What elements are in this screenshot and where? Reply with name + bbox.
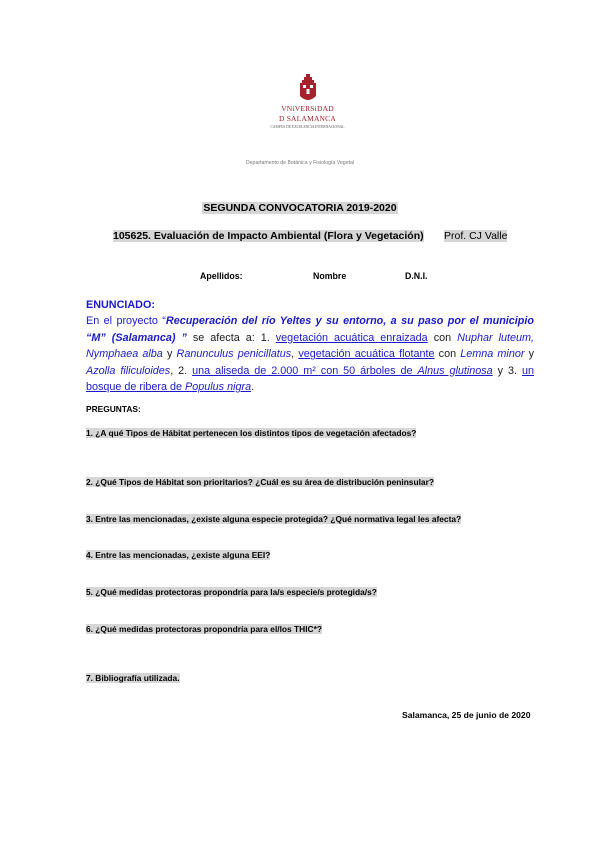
statement-text: , — [291, 348, 299, 361]
question-4: 4. Entre las mencionadas, ¿existe alguna EEI? — [86, 550, 271, 560]
statement-text: , 2. — [170, 364, 193, 377]
statement-text: se afecta a: 1. — [186, 331, 276, 344]
statement-text: y — [524, 348, 535, 361]
species-name: Ranunculus penicillatus — [176, 348, 292, 361]
species-name: Nuphar luteum, Nymphaea alba — [86, 331, 534, 361]
question-5: 5. ¿Qué medidas protectoras propondría para la/s especie/s protegida/s? — [86, 587, 377, 597]
university-crest-icon — [296, 74, 320, 104]
dni-label: D.N.I. — [405, 271, 428, 281]
convocatoria-text: SEGUNDA CONVOCATORIA 2019-2020 — [203, 202, 397, 214]
convocatoria-title — [0, 202, 600, 214]
statement-text: En el proyecto “ — [86, 315, 166, 328]
project-name: Recuperación del río Yeltes y su entorno, a su paso por el municipio “M” (Salamanca) ” — [86, 315, 535, 344]
statement-body — [86, 313, 534, 395]
question-6: 6. ¿Qué medidas protectoras propondría para el/los THIC*? — [86, 624, 322, 634]
date-signoff: Salamanca, 25 de junio de 2020 — [402, 710, 531, 720]
name-label: Nombre — [313, 271, 347, 281]
department-name: Departamento de Botánica y Fisiología Vegetal — [245, 160, 355, 166]
statement-text: . — [251, 381, 255, 394]
species-name: Azolla filiculoides — [86, 364, 171, 377]
species-name: Lemna minor — [460, 348, 525, 361]
university-logo — [270, 74, 345, 134]
professor-name: Prof. CJ Valle — [444, 230, 508, 242]
statement-heading: ENUNCIADO: — [86, 299, 155, 311]
question-7: 7. Bibliografía utilizada. — [86, 673, 180, 683]
species-name: Populus nigra — [185, 381, 252, 394]
species-name: Alnus glutinosa — [417, 364, 493, 377]
affected-item-4: un bosque de ribera de — [86, 364, 534, 394]
question-2: 2. ¿Qué Tipos de Hábitat son prioritarios? ¿Cuál es su área de distribución peninsular? — [86, 477, 434, 487]
university-name-line2: D SALAMANCA — [279, 114, 336, 123]
statement-text: y 3. — [492, 364, 522, 377]
course-title: 105625. Evaluación de Impacto Ambiental (Flora y Vegetación) — [113, 230, 424, 242]
surname-label: Apellidos: — [200, 271, 243, 281]
question-3: 3. Entre las mencionadas, ¿existe alguna especie protegida? ¿Qué normativa legal les afecta? — [86, 514, 462, 524]
affected-item-2: vegetación acuática flotante — [298, 348, 435, 361]
question-1: 1. ¿A qué Tipos de Hábitat pertenecen los distintos tipos de vegetación afectados? — [86, 428, 417, 438]
statement — [86, 297, 534, 395]
questions-heading: PREGUNTAS: — [86, 404, 141, 414]
statement-text: con — [427, 331, 458, 344]
university-motto: CAMPUS DE EXCELENCIA INTERNACIONAL — [270, 125, 345, 129]
statement-text: con — [434, 348, 461, 361]
university-name-line1: VNiVERSiDAD — [281, 104, 334, 113]
statement-text: y — [162, 348, 177, 361]
affected-item-1: vegetación acuática enraizada — [275, 331, 428, 344]
affected-item-3: una aliseda de 2.000 m² con 50 árboles de — [192, 364, 418, 377]
